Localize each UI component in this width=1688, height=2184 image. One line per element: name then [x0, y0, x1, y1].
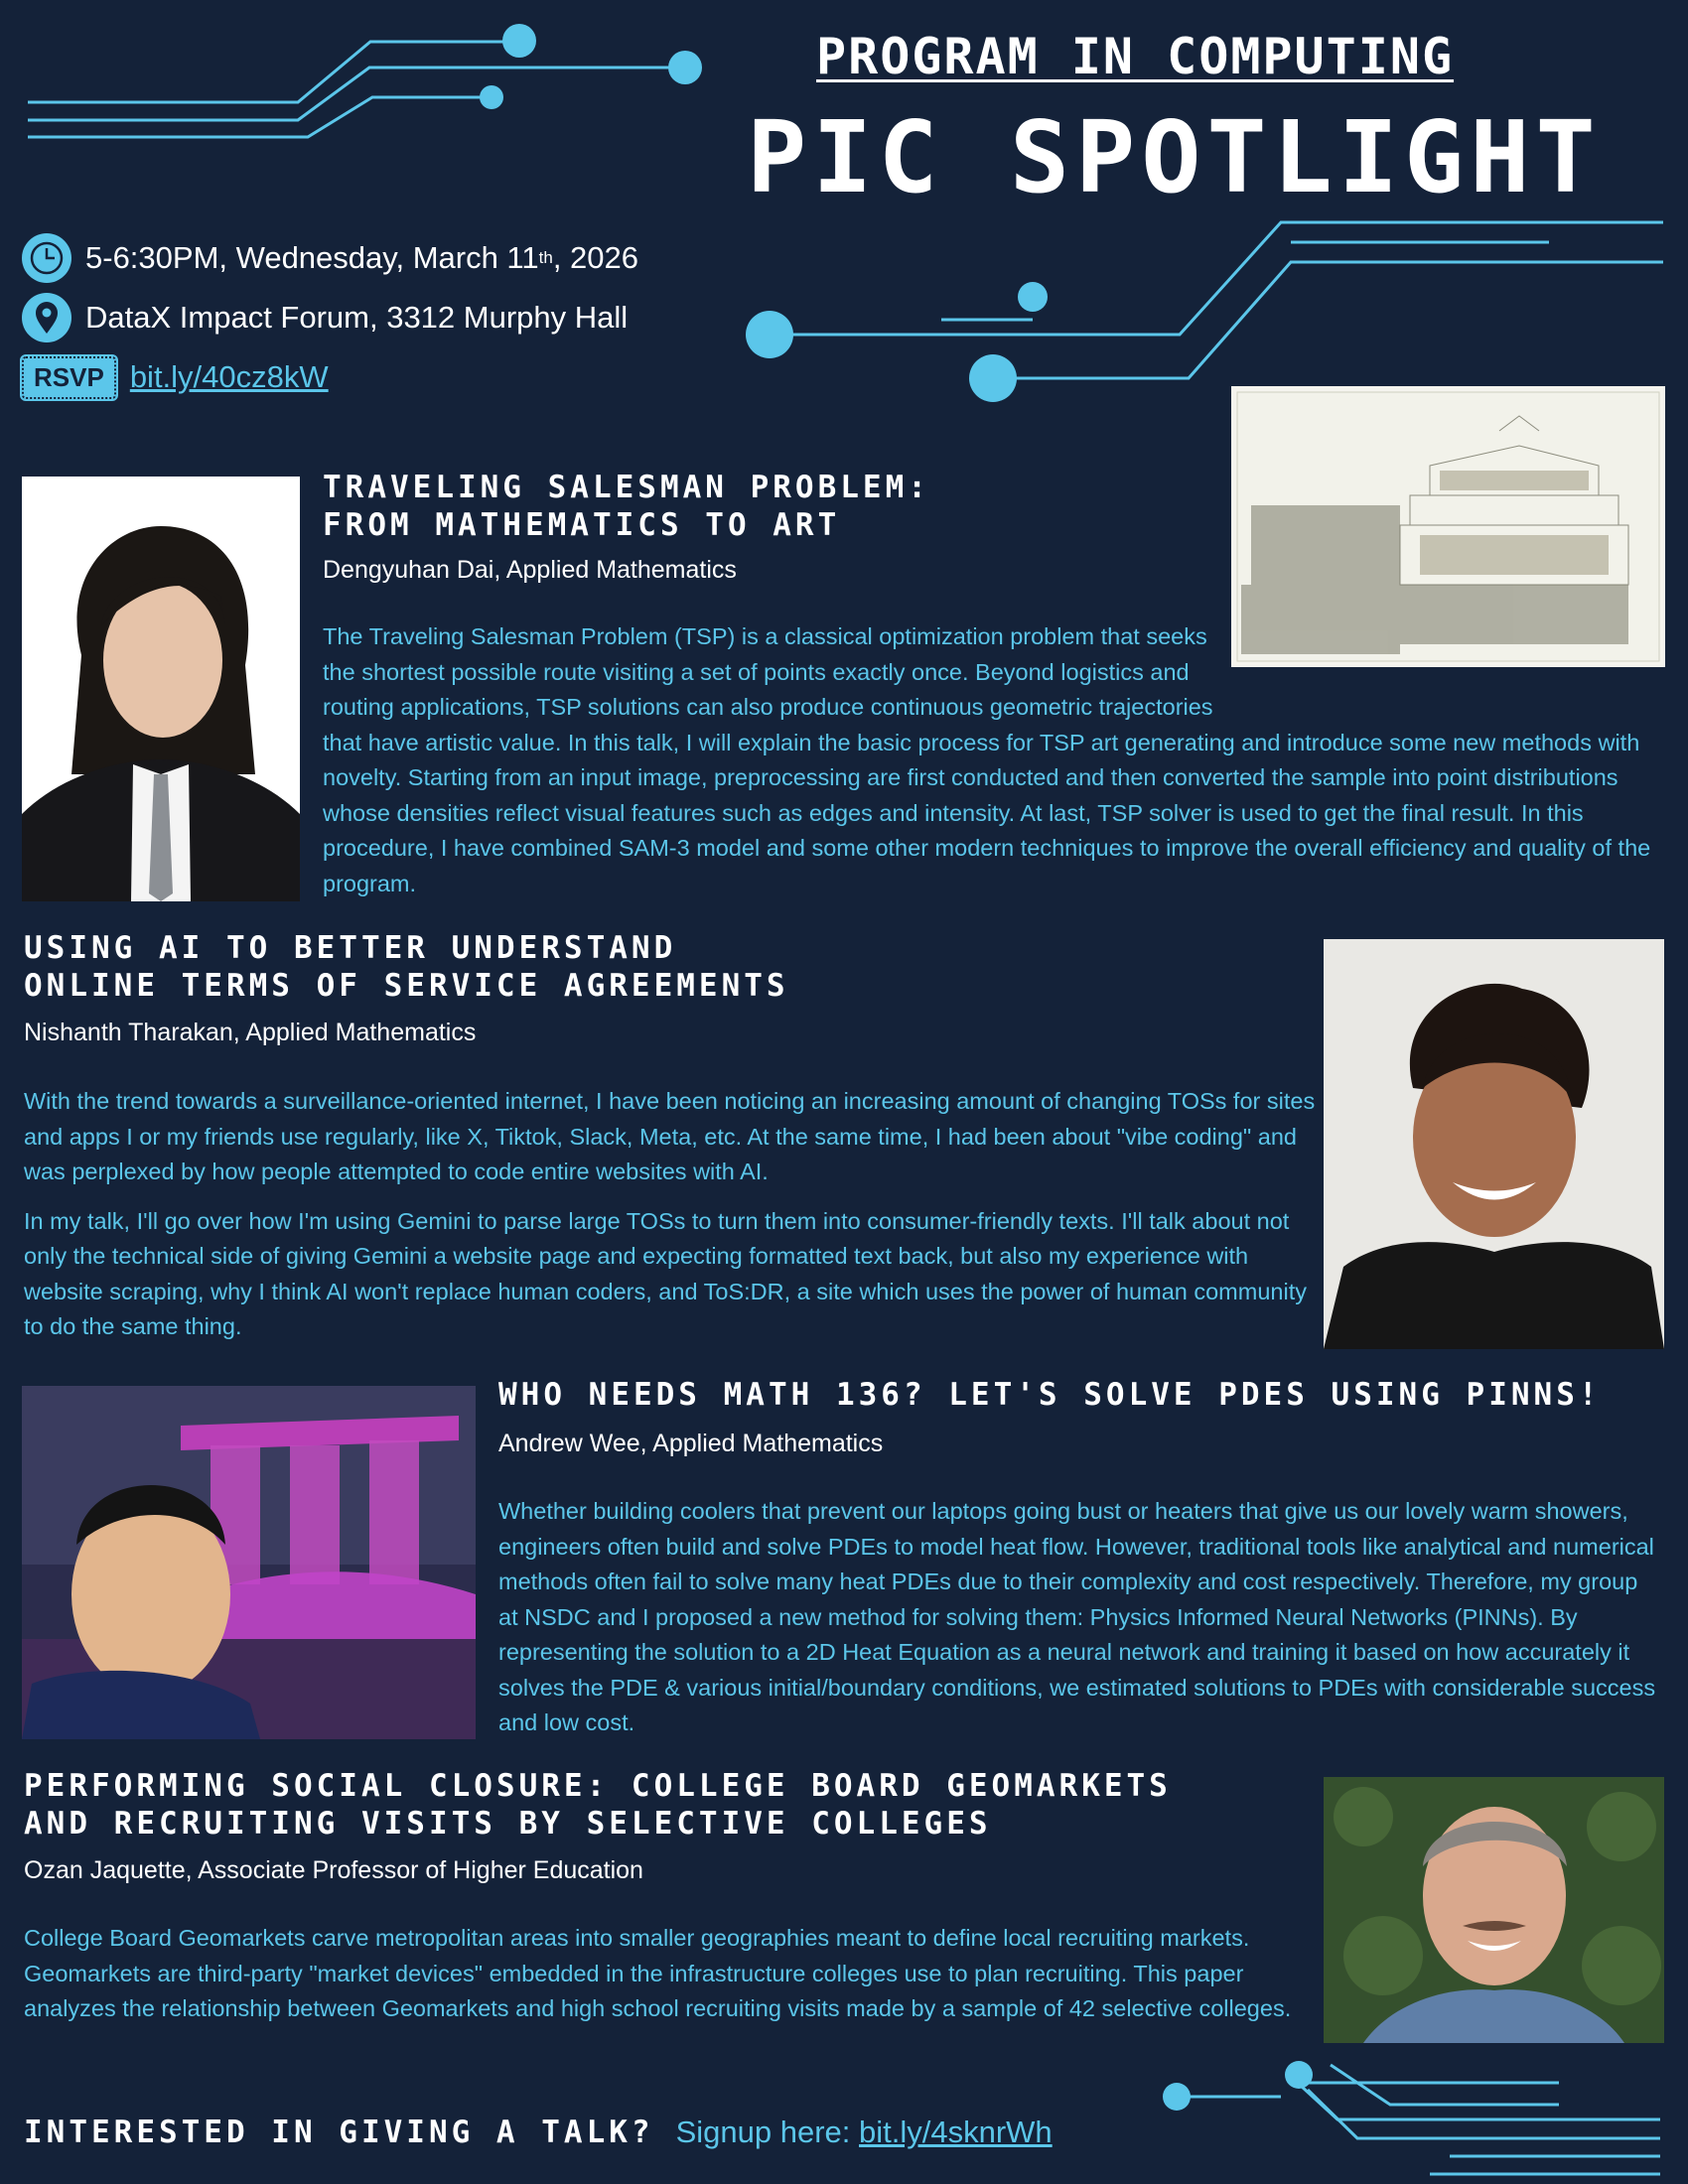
location-pin-icon [22, 293, 71, 342]
talk4-title [24, 1767, 1172, 1843]
footer-question: INTERESTED IN GIVING A TALK? [24, 2115, 654, 2150]
rsvp-badge-icon: RSVP [22, 356, 116, 399]
talk3-abstract-text: Whether building coolers that prevent our laptops going bust or heaters that give us our lovely warm showers, engineers often build and solve PDEs to model heat flow. However, traditional tools like analytical and numerical methods often fail to solve many heat PDEs due to their complexity and cost respectively. Therefore, my group at NSDC and I proposed a new method for solving them: Physics Informed Neural Networks (PINNs). By representing the solution to a 2D Heat Equation as a neural network and training it based on how accurately it solves the PDE & various initial/boundary conditions, we estimated solutions to PDEs with considerable success and low cost. [498, 1498, 1656, 1735]
footer [24, 2115, 1053, 2150]
talk2-abstract-p2: In my talk, I'll go over how I'm using Gemini to parse large TOSs to turn them into consumer-friendly texts. I'll talk about not only the technical side of giving Gemini a website page and expecting formatted text back, but also my experience with website scraping, why I think AI won't replace human coders, and ToS:DR, a site which uses the power of human community to do the same thing. [24, 1207, 1307, 1339]
talk4-abstract-text: College Board Geomarkets carve metropolitan areas into smaller geographies meant to define local recruiting markets. Geomarkets are third-party "market devices" embedded in the infrastructure colleges use to plan recruiting. This paper analyzes the relationship between Geomarkets and high school recruiting visits made by a sample of 42 selective colleges. [24, 1925, 1292, 2021]
speaker-photo-wee [22, 1386, 476, 1739]
talk4-author: Ozan Jaquette, Associate Professor of Higher Education [24, 1856, 643, 1884]
talk1-title [323, 469, 930, 544]
clock-icon [22, 233, 71, 283]
speaker-photo-dai [22, 477, 300, 901]
talk2-title [24, 929, 789, 1005]
event-time-text: 5-6:30PM, Wednesday, March 11 [85, 240, 539, 275]
talk1-title-line2: FROM MATHEMATICS TO ART [323, 507, 841, 543]
talk2-abstract [24, 1084, 1325, 1345]
signup-link[interactable]: bit.ly/4sknrWh [859, 2115, 1053, 2149]
talk3-author: Andrew Wee, Applied Mathematics [498, 1430, 884, 1457]
event-time [22, 234, 638, 282]
event-location [22, 294, 628, 341]
talk4-title-line2: AND RECRUITING VISITS BY SELECTIVE COLLEGES [24, 1806, 992, 1842]
talk1-title-line1: TRAVELING SALESMAN PROBLEM: [323, 470, 930, 505]
talk1-author: Dengyuhan Dai, Applied Mathematics [323, 556, 737, 584]
event-time-sup: th [538, 248, 553, 267]
talk2-abstract-p1: With the trend towards a surveillance-oriented internet, I have been noticing an increasing amount of changing TOSs for sites and apps I or my friends use regularly, like X, Tiktok, Slack, Meta, etc. At the same time, I had been about "vibe coding" and was perplexed by how people attempted to code entire websites with AI. [24, 1088, 1316, 1184]
event-location-text: DataX Impact Forum, 3312 Murphy Hall [85, 300, 629, 335]
talk2-author: Nishanth Tharakan, Applied Mathematics [24, 1019, 477, 1046]
speaker-photo-jaquette [1324, 1777, 1664, 2043]
talk3-abstract [498, 1494, 1660, 1741]
talk4-title-line1: PERFORMING SOCIAL CLOSURE: COLLEGE BOARD GEOMARKETS [24, 1768, 1172, 1804]
event-rsvp [22, 353, 329, 401]
speaker-photo-tharakan [1324, 939, 1664, 1349]
talk2-title-line1: USING AI TO BETTER UNDERSTAND [24, 930, 677, 966]
talk4-abstract [24, 1921, 1315, 2027]
talk1-abstract-text: The Traveling Salesman Problem (TSP) is a classical optimization problem that seeks the shortest possible route visiting a set of points exactly once. Beyond logistics and routing applications, TSP solutions can also produce continuous geometric trajectories that have artistic value. In this talk, I will explain the basic process for TSP art generating and introduce some new methods with novelty. Starting from an input image, preprocessing are first conducted and then converted the sample into point distributions whose densities reflect visual features such as edges and intensity. At last, TSP solver is used to get the final result. In this procedure, I have combined SAM-3 model and some other modern techniques to improve the overall efficiency and quality of the program. [323, 623, 1651, 896]
footer-signup-prefix: Signup here: [675, 2115, 860, 2149]
talk2-title-line2: ONLINE TERMS OF SERVICE AGREEMENTS [24, 968, 789, 1004]
event-time-year: , 2026 [552, 240, 639, 275]
talk1-abstract [323, 619, 1653, 901]
rsvp-link[interactable]: bit.ly/40cz8kW [129, 359, 329, 394]
program-subtitle: PROGRAM IN COMPUTING [816, 28, 1455, 85]
page-title: PIC SPOTLIGHT [747, 99, 1602, 215]
talk3-title: WHO NEEDS MATH 136? LET'S SOLVE PDES USING PINNS! [498, 1377, 1602, 1413]
